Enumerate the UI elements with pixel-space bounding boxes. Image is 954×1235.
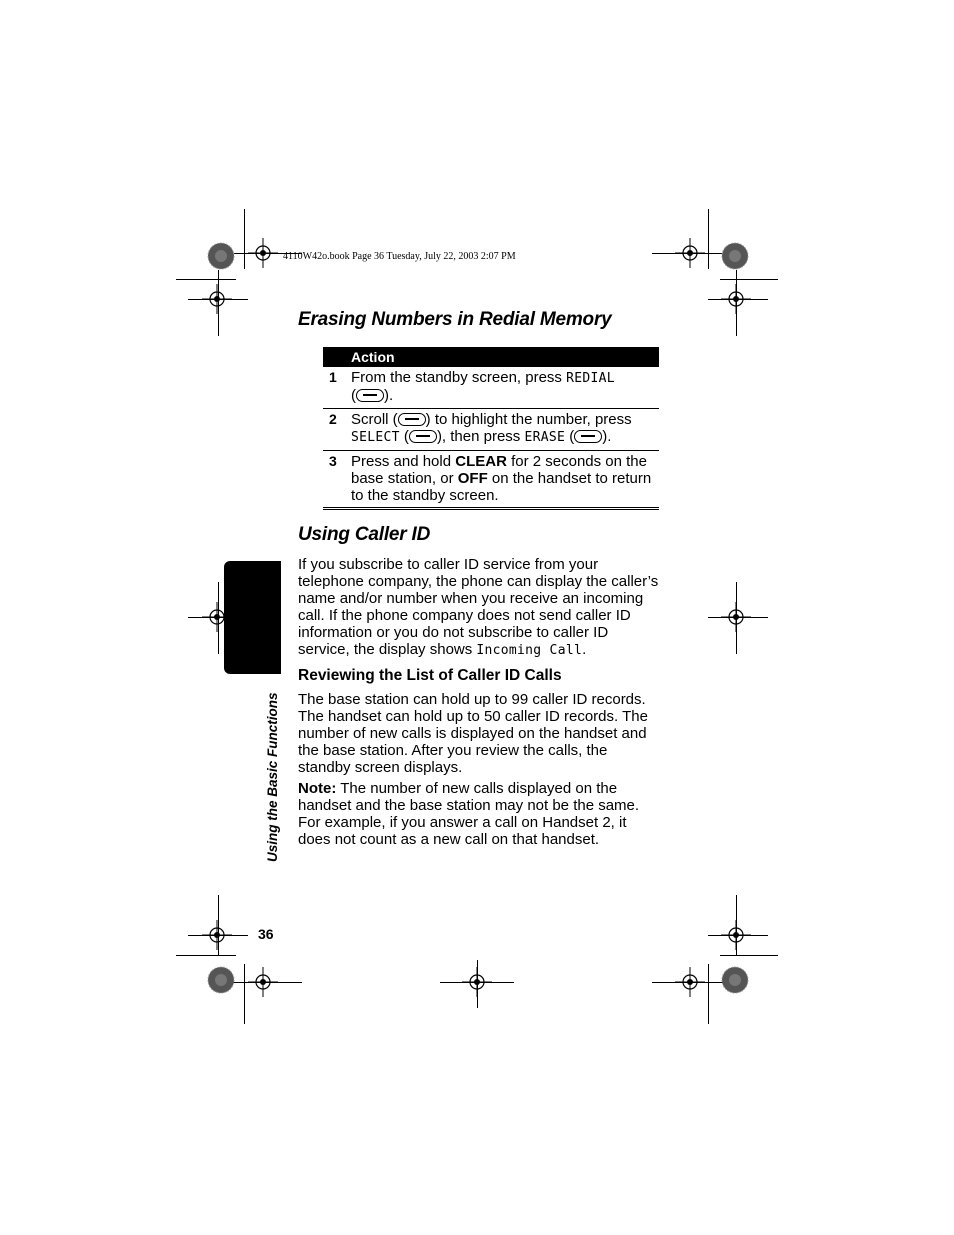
step-text-part: ) to highlight the number, press (425, 411, 632, 428)
note-text: The number of new calls displayed on the handset and the base station may not be the same. For example, if you answer a call on Handset 2, it does not count as a new call on that handset. (298, 780, 640, 848)
step-text (351, 367, 659, 409)
section-title-caller-id: Using Caller ID (298, 524, 431, 545)
step-number: 2 (323, 409, 351, 451)
note-paragraph (298, 780, 660, 848)
print-slug: 4110W42o.book Page 36 Tuesday, July 22, 2003 2:07 PM (283, 251, 516, 262)
step-text (351, 409, 659, 451)
step-text-part: Press and hold (351, 453, 456, 470)
step-text-part: ). (602, 428, 612, 445)
table-row (323, 451, 659, 509)
lcd-label: SELECT (351, 430, 400, 445)
color-burst-icon (207, 966, 235, 994)
step-text-part: ( (399, 428, 409, 445)
scroll-key-icon (398, 413, 426, 426)
subheading: Reviewing the List of Caller ID Calls (298, 667, 562, 684)
intro-text: If you subscribe to caller ID service from your telephone company, the phone can display the caller’s name and/or number when you receive an incoming call. If the phone company does not send caller ID information or you do not subscribe to caller ID service, the display shows (298, 556, 659, 658)
table-row (323, 367, 659, 409)
color-burst-icon (207, 242, 235, 270)
lcd-label: REDIAL (566, 371, 615, 386)
step-text-part: ). (384, 387, 394, 404)
step-text-part: ( (351, 387, 356, 404)
body-paragraph: The base station can hold up to 99 caller ID records. The handset can hold up to 50 caller ID records. The number of new calls is displayed on the handset and the base station. After you review the calls, the standby screen displays. (298, 691, 648, 776)
lcd-label: Incoming Call (476, 643, 583, 658)
color-burst-icon (721, 242, 749, 270)
chapter-tab (224, 561, 281, 674)
step-number: 3 (323, 451, 351, 509)
table-header-action: Action (351, 347, 659, 367)
lcd-label: ERASE (524, 430, 566, 445)
step-number: 1 (323, 367, 351, 409)
step-text-part: on the handset to return to the standby screen. (351, 470, 652, 504)
action-table (323, 347, 659, 510)
step-text (351, 451, 659, 509)
softkey-icon (574, 430, 602, 443)
step-text-part: ), then press (436, 428, 525, 445)
step-text-part: Scroll ( (351, 411, 398, 428)
section-title-redial: Erasing Numbers in Redial Memory (298, 309, 612, 330)
table-header-spacer (323, 347, 351, 367)
key-name: CLEAR (455, 453, 507, 470)
sidebar-label: Using the Basic Functions (265, 692, 280, 862)
note-label: Note: (298, 780, 337, 797)
softkey-icon (409, 430, 437, 443)
color-burst-icon (721, 966, 749, 994)
step-text-part: From the standby screen, press (351, 369, 567, 386)
softkey-icon (356, 389, 384, 402)
step-text-part: ( (565, 428, 575, 445)
page-number: 36 (258, 926, 274, 942)
step-text-part: for 2 seconds on the base station, or (351, 453, 647, 487)
key-name: OFF (457, 470, 488, 487)
intro-paragraph (298, 556, 660, 659)
intro-end: . (582, 641, 587, 658)
table-row (323, 409, 659, 451)
table-header-row (323, 347, 659, 367)
